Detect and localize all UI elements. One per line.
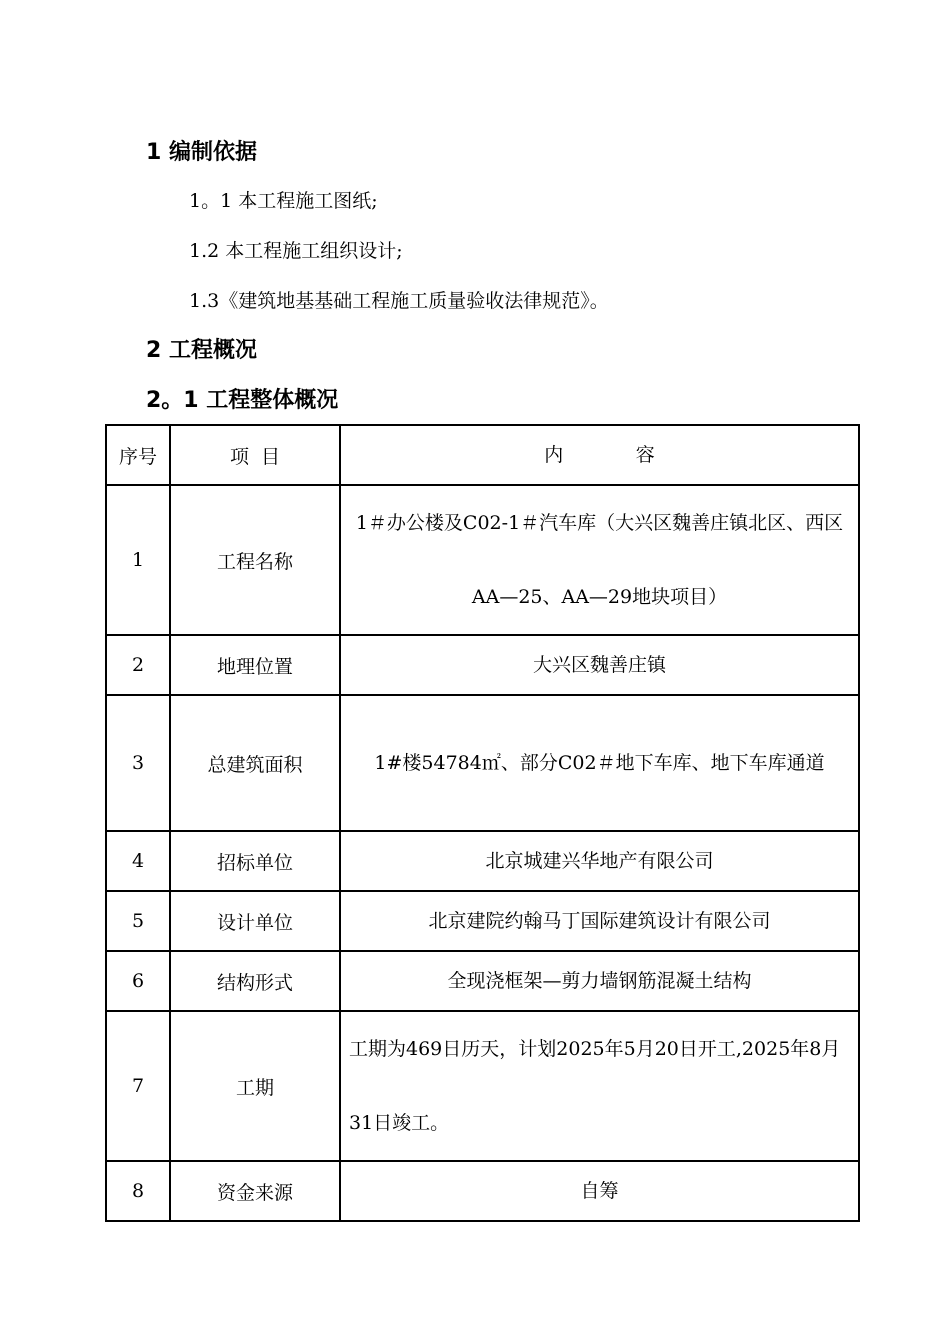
section-1-heading: 1 编制依据 bbox=[146, 140, 257, 165]
table-row bbox=[106, 635, 859, 695]
row-item: 设计单位 bbox=[170, 891, 340, 951]
section-2-1-heading: 2。1 工程整体概况 bbox=[146, 388, 339, 413]
row-no: 6 bbox=[106, 951, 170, 1011]
row-content: 自筹 bbox=[340, 1161, 859, 1221]
row-no: 3 bbox=[106, 695, 170, 831]
row-content: 1＃办公楼及C02-1＃汽车库（大兴区魏善庄镇北区、西区AA—25、AA—29地块项目） bbox=[340, 485, 859, 635]
row-content: 北京城建兴华地产有限公司 bbox=[340, 831, 859, 891]
row-item: 工期 bbox=[170, 1011, 340, 1161]
row-no: 7 bbox=[106, 1011, 170, 1161]
table-row bbox=[106, 951, 859, 1011]
row-content: 全现浇框架—剪力墙钢筋混凝土结构 bbox=[340, 951, 859, 1011]
table-row bbox=[106, 485, 859, 635]
row-item: 工程名称 bbox=[170, 485, 340, 635]
row-item: 资金来源 bbox=[170, 1161, 340, 1221]
row-no: 5 bbox=[106, 891, 170, 951]
row-content: 大兴区魏善庄镇 bbox=[340, 635, 859, 695]
header-content: 内 容 bbox=[340, 425, 859, 485]
table-row bbox=[106, 1011, 859, 1161]
table-row bbox=[106, 891, 859, 951]
row-content: 1#楼54784㎡、部分C02＃地下车库、地下车库通道 bbox=[340, 695, 859, 831]
table-row bbox=[106, 831, 859, 891]
basis-item-1: 1。1 本工程施工图纸; bbox=[189, 190, 378, 212]
row-item: 招标单位 bbox=[170, 831, 340, 891]
header-item: 项 目 bbox=[170, 425, 340, 485]
table-row bbox=[106, 1161, 859, 1221]
basis-item-3: 1.3《建筑地基基础工程施工质量验收法律规范》。 bbox=[189, 290, 609, 312]
row-no: 4 bbox=[106, 831, 170, 891]
row-no: 1 bbox=[106, 485, 170, 635]
row-item: 结构形式 bbox=[170, 951, 340, 1011]
project-overview-table bbox=[105, 424, 860, 1222]
row-content: 工期为469日历天，计划2025年5月20日开工,2025年8月31日竣工。 bbox=[340, 1011, 859, 1161]
header-no: 序号 bbox=[106, 425, 170, 485]
section-2-heading: 2 工程概况 bbox=[146, 338, 257, 363]
table-header-row bbox=[106, 425, 859, 485]
row-no: 8 bbox=[106, 1161, 170, 1221]
row-item: 总建筑面积 bbox=[170, 695, 340, 831]
row-no: 2 bbox=[106, 635, 170, 695]
basis-item-2: 1.2 本工程施工组织设计; bbox=[189, 240, 403, 262]
row-content: 北京建院约翰马丁国际建筑设计有限公司 bbox=[340, 891, 859, 951]
table-row bbox=[106, 695, 859, 831]
row-item: 地理位置 bbox=[170, 635, 340, 695]
